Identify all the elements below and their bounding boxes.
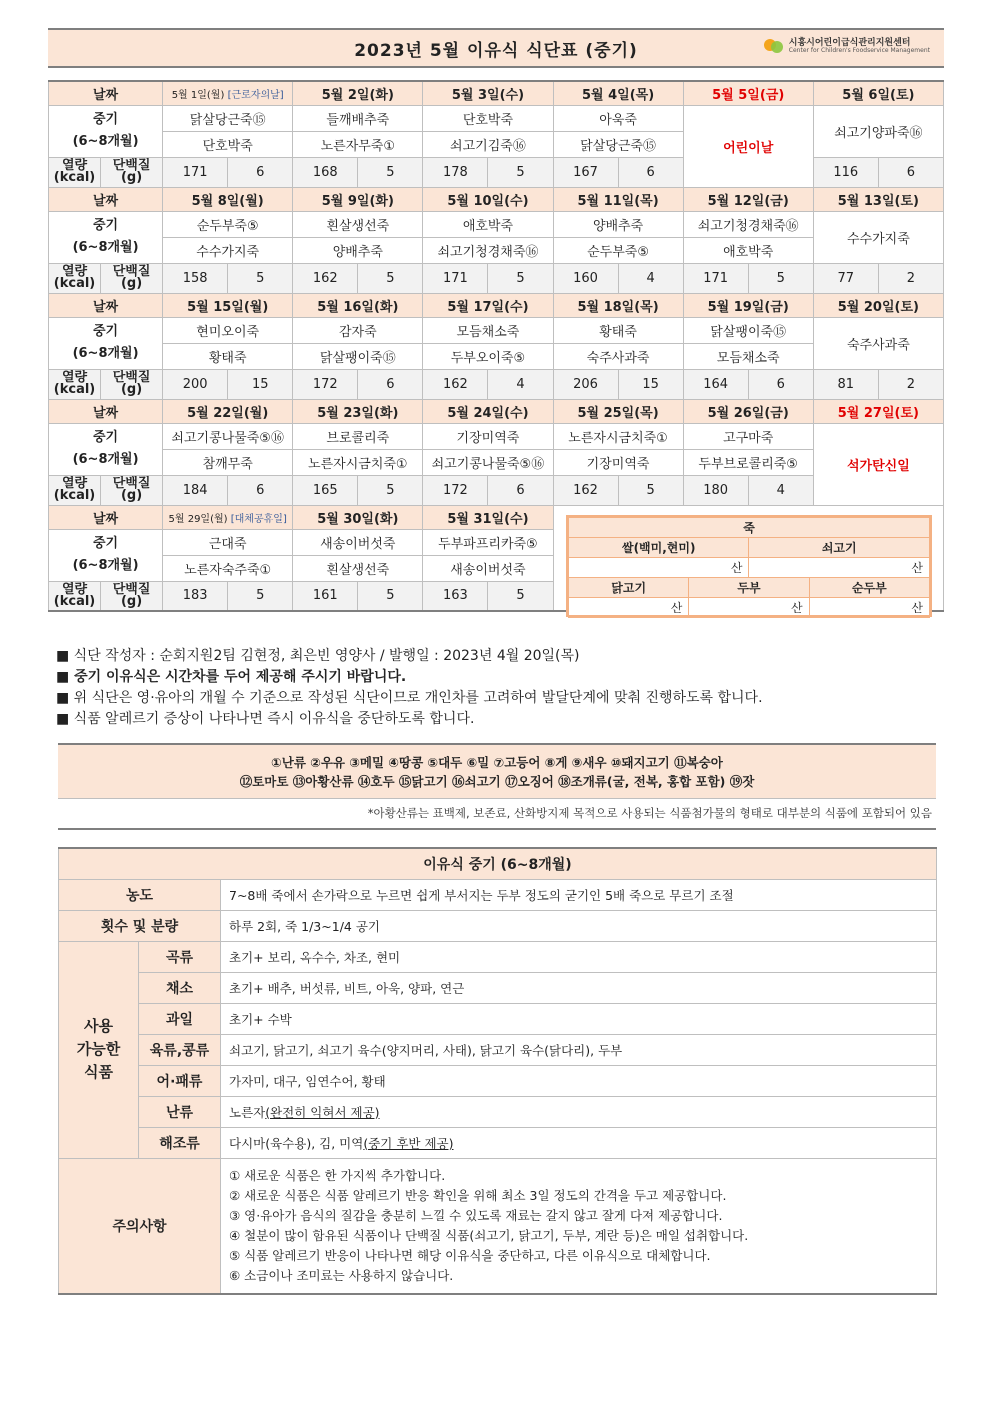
chicken-label: 닭고기 (569, 578, 689, 598)
kcal-value: 172 (293, 369, 358, 399)
date-cell: 5월 25일(목) (553, 399, 683, 423)
protein-value: 4 (488, 369, 553, 399)
soft-tofu-origin: 산 (809, 598, 929, 618)
protein-value: 6 (358, 369, 423, 399)
date-label: 날짜 (49, 81, 163, 105)
week1-date-row (49, 81, 944, 105)
chicken-origin: 산 (569, 598, 689, 618)
guide-table (58, 847, 937, 1295)
logo-icon (764, 36, 784, 56)
food-category: 육류,콩류 (139, 1034, 221, 1065)
kcal-value: 161 (293, 581, 358, 611)
amount-text: 하루 2회, 죽 1/3~1/4 공기 (221, 910, 937, 941)
week4-menu-row1 (49, 423, 944, 449)
stage-label: 중기 (6~8개월) (49, 105, 163, 157)
menu-cell: 애호박죽 (683, 237, 813, 263)
food-category: 어·패류 (139, 1065, 221, 1096)
kcal-value: 171 (423, 263, 488, 293)
kcal-value: 165 (293, 475, 358, 505)
date-cell: 5월 30일(화) (293, 505, 423, 529)
menu-cell: 쇠고기김죽⑯ (423, 131, 553, 157)
menu-cell: 흰살생선죽 (293, 555, 423, 581)
consistency-label: 농도 (59, 879, 221, 910)
date-cell: 5월 12일(금) (683, 187, 813, 211)
holiday-cell: 어린이날 (683, 105, 813, 187)
menu-cell: 단호박죽 (423, 105, 553, 131)
date-label: 날짜 (49, 399, 163, 423)
rice-label: 쌀(백미,현미) (569, 538, 749, 558)
date-cell: 5월 10일(수) (423, 187, 553, 211)
title-bar (48, 28, 944, 68)
menu-cell: 숙주사과죽 (553, 343, 683, 369)
week2-nutrition-row (49, 263, 944, 293)
stage-label: 중기 (6~8개월) (49, 529, 163, 581)
protein-value: 6 (878, 157, 943, 187)
caution-item: ⑤ 식품 알레르기 반응이 나타나면 해당 이유식을 중단하고, 다른 이유식으로 대체합니다. (229, 1247, 711, 1263)
menu-cell: 두부브로콜리죽⑤ (683, 449, 813, 475)
date-label: 날짜 (49, 505, 163, 529)
week3-menu-row2 (49, 343, 944, 369)
protein-label: 단백질 (g) (101, 263, 163, 293)
guide-title: 이유식 중기 (6~8개월) (59, 848, 937, 879)
kcal-value: 116 (813, 157, 878, 187)
kcal-value: 162 (423, 369, 488, 399)
protein-value: 6 (748, 369, 813, 399)
menu-cell: 참깨무죽 (163, 449, 293, 475)
kcal-value: 168 (293, 157, 358, 187)
beef-origin: 산 (749, 558, 930, 578)
week3-menu-row1 (49, 317, 944, 343)
menu-cell: 들깨배추죽 (293, 105, 423, 131)
date-label: 날짜 (49, 293, 163, 317)
kcal-value: 171 (683, 263, 748, 293)
menu-cell: 기장미역죽 (423, 423, 553, 449)
food-desc: 초기+ 보리, 옥수수, 차조, 현미 (221, 941, 937, 972)
date-cell: 5월 15일(월) (163, 293, 293, 317)
week4-menu-row2 (49, 449, 944, 475)
kcal-value: 81 (813, 369, 878, 399)
kcal-label: 열량 (kcal) (49, 581, 101, 611)
week1-menu-row1 (49, 105, 944, 131)
date-cell: 5월 20일(토) (813, 293, 943, 317)
holiday-cell: 석가탄신일 (813, 423, 943, 505)
logo-text-en: Center for Children's Foodservice Management (788, 46, 930, 54)
date-cell: 5월 9일(화) (293, 187, 423, 211)
beef-label: 쇠고기 (749, 538, 930, 558)
menu-cell: 기장미역죽 (553, 449, 683, 475)
protein-value: 2 (878, 263, 943, 293)
food-category: 난류 (139, 1096, 221, 1127)
food-desc: 가자미, 대구, 임연수어, 황태 (221, 1065, 937, 1096)
food-category: 채소 (139, 972, 221, 1003)
kcal-value: 184 (163, 475, 228, 505)
caution-list (221, 1158, 937, 1294)
date-cell: 5월 23일(화) (293, 399, 423, 423)
protein-value: 5 (228, 581, 293, 611)
tofu-label: 두부 (689, 578, 809, 598)
stage-label: 중기 (6~8개월) (49, 211, 163, 263)
food-desc: 쇠고기, 닭고기, 쇠고기 육수(양지머리, 사태), 닭고기 육수(닭다리), 두부 (221, 1034, 937, 1065)
kcal-value: 163 (423, 581, 488, 611)
allergy-line: ①난류 ②우유 ③메밀 ④땅콩 ⑤대두 ⑥밀 ⑦고등어 ⑧게 ⑨새우 ⑩돼지고기 ⑪복숭아 (271, 755, 723, 770)
stage-label: 중기 (6~8개월) (49, 317, 163, 369)
date-cell: 5월 11일(목) (553, 187, 683, 211)
date-cell: 5월 24일(수) (423, 399, 553, 423)
menu-cell: 노른자시금치죽① (293, 449, 423, 475)
protein-value: 6 (488, 475, 553, 505)
menu-cell: 노른자시금치죽① (553, 423, 683, 449)
kcal-label: 열량 (kcal) (49, 475, 101, 505)
date-cell: 5월 2일(화) (293, 81, 423, 105)
kcal-value: 158 (163, 263, 228, 293)
kcal-value: 172 (423, 475, 488, 505)
notes-section (56, 646, 936, 730)
menu-cell: 숙주사과죽 (813, 317, 943, 369)
menu-cell: 근대죽 (163, 529, 293, 555)
menu-cell: 두부파프리카죽⑤ (423, 529, 553, 555)
food-category: 해조류 (139, 1127, 221, 1158)
protein-value: 5 (228, 263, 293, 293)
date-cell: 5월 13일(토) (813, 187, 943, 211)
week2-menu-row2 (49, 237, 944, 263)
menu-cell: 수수가지죽 (813, 211, 943, 263)
menu-cell: 쇠고기청경채죽⑯ (423, 237, 553, 263)
kcal-value: 178 (423, 157, 488, 187)
menu-cell: 브로콜리죽 (293, 423, 423, 449)
menu-cell: 양배추죽 (553, 211, 683, 237)
protein-value: 5 (358, 157, 423, 187)
protein-value: 5 (358, 475, 423, 505)
protein-value: 6 (228, 475, 293, 505)
kcal-label: 열량 (kcal) (49, 369, 101, 399)
date-label: 날짜 (49, 187, 163, 211)
protein-label: 단백질 (g) (101, 369, 163, 399)
menu-cell: 감자죽 (293, 317, 423, 343)
caution-item: ④ 철분이 많이 함유된 식품이나 단백질 식품(쇠고기, 닭고기, 두부, 계란 등)은 매일 섭취합니다. (229, 1227, 749, 1243)
menu-cell: 쇠고기청경채죽⑯ (683, 211, 813, 237)
note-item: ■ 식단 작성자 : 순회지원2팀 김현정, 최은빈 영양사 / 발행일 : 2023년 4월 20일(목) (56, 648, 580, 664)
kcal-value: 171 (163, 157, 228, 187)
soup-title: 죽 (569, 518, 930, 538)
week2-date-row (49, 187, 944, 211)
amount-label: 횟수 및 분량 (59, 910, 221, 941)
usable-foods-label: 사용 가능한 식품 (59, 941, 139, 1158)
menu-cell: 새송이버섯죽 (423, 555, 553, 581)
caution-item: ② 새로운 식품은 식품 알레르기 반응 확인을 위해 최소 3일 정도의 간격을 두고 제공합니다. (229, 1187, 727, 1203)
allergy-box (58, 743, 936, 830)
consistency-text: 7~8배 죽에서 손가락으로 누르면 쉽게 부서지는 두부 정도의 굳기인 5배 죽으로 무르기 조절 (221, 879, 937, 910)
protein-value: 2 (878, 369, 943, 399)
date-cell: 5월 29일(월) [대체공휴일] (163, 505, 293, 529)
date-cell: 5월 1일(월) [근로자의날] (163, 81, 293, 105)
note-item: ■ 식품 알레르기 증상이 나타나면 즉시 이유식을 중단하도록 합니다. (56, 711, 475, 727)
note-item: ■ 중기 이유식은 시간차를 두어 제공해 주시기 바랍니다. (56, 669, 407, 685)
date-cell: 5월 31일(수) (423, 505, 553, 529)
date-cell: 5월 16일(화) (293, 293, 423, 317)
center-logo (764, 36, 930, 56)
logo-text-kr: 시흥시어린이급식관리지원센터 (788, 37, 911, 48)
protein-value: 4 (618, 263, 683, 293)
date-cell: 5월 8일(월) (163, 187, 293, 211)
kcal-label: 열량 (kcal) (49, 263, 101, 293)
week4-date-row (49, 399, 944, 423)
soft-tofu-label: 순두부 (809, 578, 929, 598)
allergy-line: ⑫토마토 ⑬아황산류 ⑭호두 ⑮닭고기 ⑯쇠고기 ⑰오징어 ⑱조개류(굴, 전복, 홍합 포함) ⑲잣 (239, 774, 755, 789)
food-category: 곡류 (139, 941, 221, 972)
menu-cell: 노른자숙주죽① (163, 555, 293, 581)
menu-cell: 순두부죽⑤ (163, 211, 293, 237)
protein-value: 6 (618, 157, 683, 187)
menu-cell: 쇠고기양파죽⑯ (813, 105, 943, 157)
menu-cell: 고구마죽 (683, 423, 813, 449)
protein-label: 단백질 (g) (101, 157, 163, 187)
allergy-footnote: *아황산류는 표백제, 보존료, 산화방지제 목적으로 사용되는 식품첨가물의 형태로 대부분의 식품에 포함되어 있음 (367, 806, 932, 820)
protein-value: 5 (358, 263, 423, 293)
date-cell: 5월 17일(수) (423, 293, 553, 317)
menu-cell: 닭살당근죽⑮ (553, 131, 683, 157)
allergy-list (58, 745, 936, 799)
date-cell: 5월 26일(금) (683, 399, 813, 423)
date-cell: 5월 27일(토) (813, 399, 943, 423)
protein-value: 4 (748, 475, 813, 505)
menu-cell: 쇠고기콩나물죽⑤⑯ (163, 423, 293, 449)
menu-cell: 순두부죽⑤ (553, 237, 683, 263)
date-cell: 5월 6일(토) (813, 81, 943, 105)
menu-cell: 단호박죽 (163, 131, 293, 157)
menu-cell: 애호박죽 (423, 211, 553, 237)
kcal-label: 열량 (kcal) (49, 157, 101, 187)
food-desc: 초기+ 배추, 버섯류, 비트, 아욱, 양파, 연근 (221, 972, 937, 1003)
kcal-value: 206 (553, 369, 618, 399)
date-cell: 5월 3일(수) (423, 81, 553, 105)
date-cell: 5월 5일(금) (683, 81, 813, 105)
protein-value: 5 (488, 581, 553, 611)
date-cell: 5월 18일(목) (553, 293, 683, 317)
food-desc: 노른자(완전히 익혀서 제공) (221, 1096, 937, 1127)
week2-menu-row1 (49, 211, 944, 237)
protein-value: 5 (748, 263, 813, 293)
menu-cell: 황태죽 (163, 343, 293, 369)
menu-cell: 쇠고기콩나물죽⑤⑯ (423, 449, 553, 475)
menu-cell: 수수가지죽 (163, 237, 293, 263)
food-category: 과일 (139, 1003, 221, 1034)
food-desc: 초기+ 수박 (221, 1003, 937, 1034)
week3-nutrition-row (49, 369, 944, 399)
date-cell: 5월 4일(목) (553, 81, 683, 105)
page-title: 2023년 5월 이유식 식단표 (중기) (354, 40, 638, 61)
menu-cell: 흰살생선죽 (293, 211, 423, 237)
food-desc: 다시마(육수용), 김, 미역(중기 후반 제공) (221, 1127, 937, 1158)
tofu-origin: 산 (689, 598, 809, 618)
menu-cell: 현미오이죽 (163, 317, 293, 343)
date-cell: 5월 19일(금) (683, 293, 813, 317)
menu-cell: 양배추죽 (293, 237, 423, 263)
protein-value: 6 (228, 157, 293, 187)
kcal-value: 180 (683, 475, 748, 505)
protein-value: 5 (488, 263, 553, 293)
date-cell: 5월 22일(월) (163, 399, 293, 423)
protein-label: 단백질 (g) (101, 475, 163, 505)
rice-origin: 산 (569, 558, 749, 578)
kcal-value: 200 (163, 369, 228, 399)
week4-nutrition-row (49, 475, 944, 505)
protein-value: 5 (618, 475, 683, 505)
soup-origin-box (566, 515, 932, 617)
menu-cell: 모듬채소죽 (423, 317, 553, 343)
menu-cell: 두부오이죽⑤ (423, 343, 553, 369)
stage-label: 중기 (6~8개월) (49, 423, 163, 475)
kcal-value: 183 (163, 581, 228, 611)
menu-cell: 아욱죽 (553, 105, 683, 131)
protein-value: 5 (488, 157, 553, 187)
kcal-value: 162 (553, 475, 618, 505)
caution-label: 주의사항 (59, 1158, 221, 1294)
protein-value: 15 (228, 369, 293, 399)
caution-item: ① 새로운 식품은 한 가지씩 추가합니다. (229, 1167, 446, 1183)
menu-cell: 닭살당근죽⑮ (163, 105, 293, 131)
week3-date-row (49, 293, 944, 317)
protein-value: 15 (618, 369, 683, 399)
menu-cell: 닭살팽이죽⑮ (683, 317, 813, 343)
kcal-value: 160 (553, 263, 618, 293)
menu-cell: 노른자무죽① (293, 131, 423, 157)
caution-item: ③ 영·유아가 음식의 질감을 충분히 느낄 수 있도록 재료는 갈지 않고 잘게 다져 제공합니다. (229, 1207, 723, 1223)
kcal-value: 164 (683, 369, 748, 399)
note-item: ■ 위 식단은 영·유아의 개월 수 기준으로 작성된 식단이므로 개인차를 고려하여 발달단계에 맞춰 진행하도록 합니다. (56, 690, 763, 706)
menu-cell: 황태죽 (553, 317, 683, 343)
kcal-value: 167 (553, 157, 618, 187)
kcal-value: 77 (813, 263, 878, 293)
protein-label: 단백질 (g) (101, 581, 163, 611)
menu-cell: 새송이버섯죽 (293, 529, 423, 555)
menu-cell: 닭살팽이죽⑮ (293, 343, 423, 369)
menu-cell: 모듬채소죽 (683, 343, 813, 369)
kcal-value: 162 (293, 263, 358, 293)
protein-value: 5 (358, 581, 423, 611)
caution-item: ⑥ 소금이나 조미료는 사용하지 않습니다. (229, 1267, 454, 1283)
